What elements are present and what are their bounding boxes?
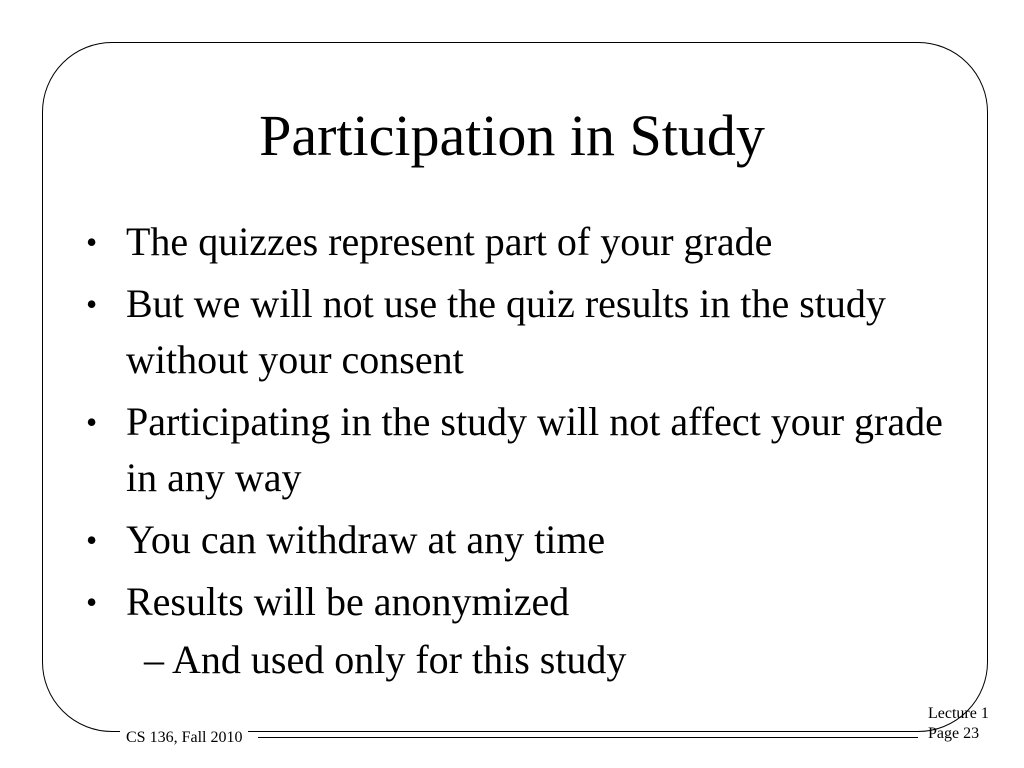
slide-title: Participation in Study	[259, 103, 765, 168]
bullet-item	[86, 214, 946, 270]
bullet-item	[86, 574, 946, 630]
sub-bullet-marker: –	[144, 637, 164, 682]
bullet-text: Results will be anonymized	[126, 579, 570, 624]
bullet-text: Participating in the study will not affect your grade in any way	[126, 399, 943, 500]
sub-bullet-item	[86, 632, 946, 688]
bullet-item	[86, 512, 946, 568]
bullet-marker: •	[86, 286, 98, 322]
footer-page-info	[928, 704, 989, 744]
bullet-marker: •	[86, 224, 98, 260]
bullet-text: You can withdraw at any time	[126, 517, 606, 562]
bullet-text: The quizzes represent part of your grade	[126, 219, 773, 264]
footer-page-number: Page 23	[928, 725, 980, 742]
bullet-item	[86, 394, 946, 506]
bullet-marker: •	[86, 584, 98, 620]
bullet-list	[86, 214, 946, 688]
bullet-marker: •	[86, 404, 98, 440]
sub-bullet-text: And used only for this study	[172, 637, 627, 682]
footer-lecture: Lecture 1	[928, 705, 989, 722]
footer-rule	[258, 737, 918, 738]
bullet-item	[86, 276, 946, 388]
bullet-text: But we will not use the quiz results in the study without your consent	[126, 281, 886, 382]
bullet-marker: •	[86, 522, 98, 558]
footer-course: CS 136, Fall 2010	[120, 728, 248, 748]
